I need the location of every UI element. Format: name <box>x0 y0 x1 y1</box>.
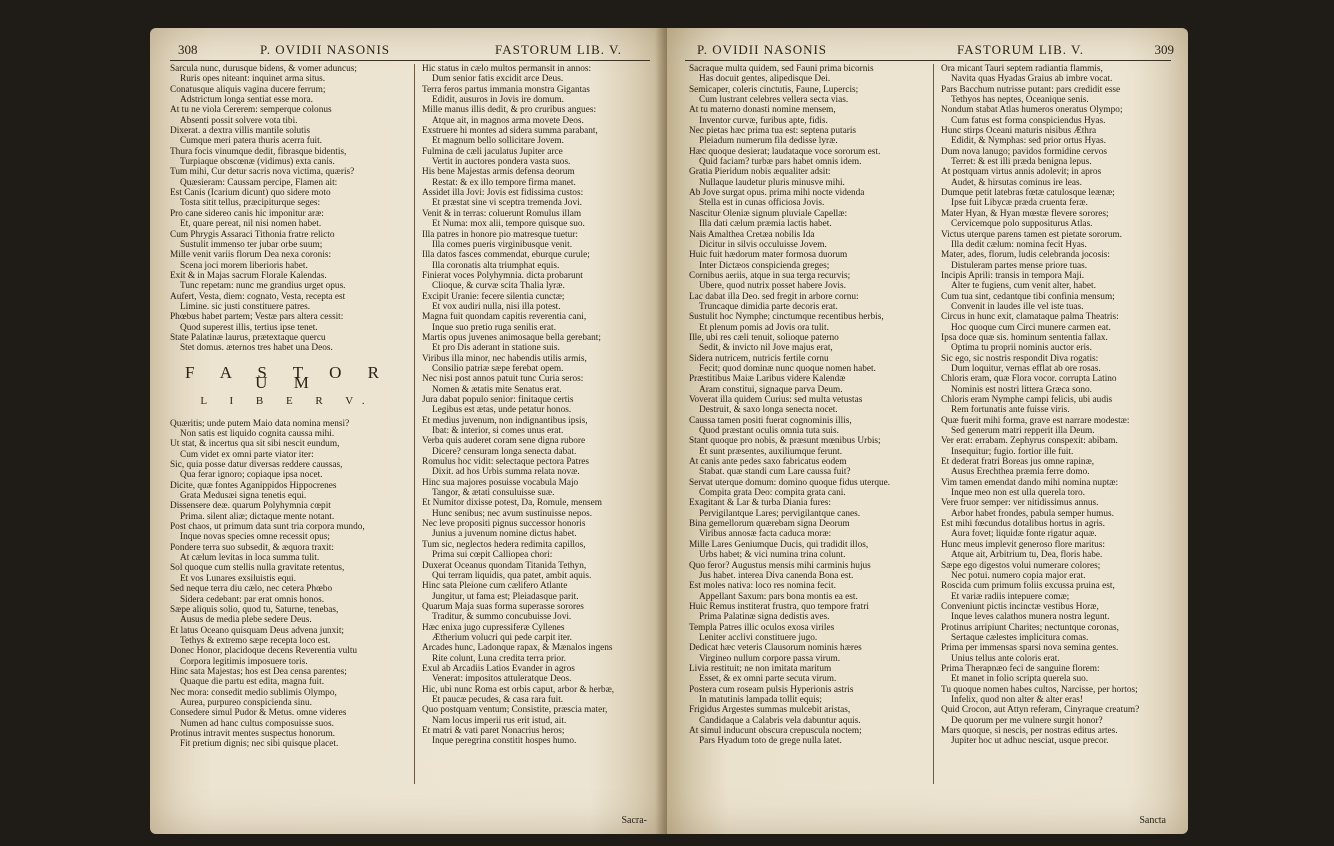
verse-line: Et, quare pereat, nil nisi nomen habet. <box>180 219 322 230</box>
verse-line: De quorum per me vulnere surgit honor? <box>951 715 1103 726</box>
verse-line: Limine. sic justi constituere patres. <box>180 301 311 312</box>
left-column-2 <box>422 64 657 824</box>
verse-line: Truncaque dimidia parte decoris erat. <box>699 301 838 312</box>
verse-line: Cumque meri patera thuris acerra fuit. <box>180 136 322 147</box>
verse-line: At tu materno donasti nomine mensem, <box>689 105 836 116</box>
verse-line: Martis opus juvenes animosaque bella gerebant; <box>422 332 601 343</box>
verse-line: At canis ante pedes saxo fabricatus eodem <box>689 457 847 468</box>
verse-line: Dum senior fatis excidit arce Deus. <box>432 74 564 85</box>
verse-line: Roscida cum primum foliis excussa pruina est, <box>941 581 1115 592</box>
verse-line: Semicaper, coleris cinctutis, Faune, Lupercis; <box>689 84 859 95</box>
verse-line: Frigidus Argestes summas mulcebit aristas, <box>689 705 851 716</box>
verse-line: Quaque die partu est edita, magna fuit. <box>180 677 325 688</box>
verse-line: Thura focis vinumque dedit, fibrasque bidentis, <box>170 146 347 157</box>
verse-line: Mars quoque, si nescis, per nostras editus artes. <box>941 726 1118 736</box>
verse-line: Restat: & ex illo tempore firma manet. <box>432 177 576 188</box>
verse-line: Excipit Uranie: fecere silentia cunctæ; <box>422 291 565 302</box>
verse-line: Donec Honor, placidoque decens Reverentia vultu <box>170 646 358 657</box>
verse-line: Inque peregrina constitit hospes humo. <box>432 736 577 747</box>
verse-line: Jus habet. interea Diva canenda Bona est. <box>699 570 854 581</box>
verse-line: Sustulit hoc Nymphe; cinctumque recentibus herbis, <box>689 312 884 323</box>
verse-line: Virgineo nullum corpore passa virum. <box>699 653 841 664</box>
verse-line: At tu ne viola Cererem: semperque colonus <box>170 105 332 116</box>
verse-line: Conveniunt pictis incinctæ vestibus Horæ, <box>941 601 1099 612</box>
verse-line: Exit & in Majas sacrum Florale Kalendas. <box>170 270 327 281</box>
header-rule <box>685 60 1171 61</box>
verse-line: Ruris opes niteant: inquinet arma situs. <box>180 74 326 85</box>
verse-line: Rem fortunatis ante fuisse viris. <box>951 405 1070 416</box>
verse-line: Pondere terra suo subsedit, & æquora traxit: <box>170 542 334 553</box>
verse-line: Viribus annosæ facta caduca moræ: <box>699 529 832 540</box>
verse-line: Duxerat Oceanus quondam Titanida Tethyn, <box>422 560 587 571</box>
verse-line: Cervicemque polo suppositurus Atlas. <box>951 219 1093 230</box>
verse-line: Vim tamen emendat dando mihi nomina nuptæ: <box>941 477 1119 488</box>
verse-line: Lac dabat illa Deo. sed fregit in arbore cornu: <box>689 291 859 302</box>
verse-line: Nec mora: consedit medio sublimis Olympo, <box>170 687 337 698</box>
verse-line: Phœbus habet partem; Vestæ pars altera cessit: <box>170 312 344 323</box>
verse-line: Grata Medusæi signa tenetis equi. <box>180 491 307 502</box>
verse-line: Sed generum matri repperit illa Deum. <box>951 426 1095 437</box>
verse-line: Nascitur Oleniæ signum pluviale Capellæ: <box>689 208 848 219</box>
verse-line: Aram constitui, signaque parva Deum. <box>699 384 843 395</box>
verse-block <box>941 64 1176 747</box>
verse-line: Viribus illa minor, nec habendis utilis armis, <box>422 353 587 364</box>
verse-line: Edidit, ausuros in Jovis ire domum. <box>432 95 564 106</box>
verse-line: Hinc sua majores posuisse vocabula Majo <box>422 477 579 488</box>
verse-line: Incipis Aprili: transis in tempora Maji. <box>941 270 1085 281</box>
verse-line: Tethyos has neptes, Oceanique senis. <box>951 95 1089 106</box>
verse-line: Hinc sata Pleione cum cælifero Atlante <box>422 581 568 592</box>
verse-line: Post chaos, ut primum data sunt tria corpora mundo, <box>170 522 365 533</box>
verse-line: Pleiadum numerum fila dedisse lyræ. <box>699 136 838 147</box>
verse-line: Dixerat. a dextra villis mantile solutis <box>170 126 310 137</box>
verse-line: Dum loquitur, vernas efflat ab ore rosas. <box>951 363 1101 374</box>
verse-line: Esset, & ex omni parte secuta virum. <box>699 674 837 685</box>
verse-line: Sedit, & invicto nil Jove majus erat, <box>699 343 833 354</box>
verse-line: Venerat: impositos attuleratque Deos. <box>432 674 572 685</box>
verse-line: Arbor habet frondes, pabula semper humus. <box>951 508 1114 519</box>
verse-line: Sæpe ego digestos volui numerare colores; <box>941 560 1101 571</box>
verse-line: His bene Majestas armis defensa deorum <box>422 167 575 178</box>
verse-line: Huic Remus institerat frustra, quo tempore fratri <box>689 601 869 612</box>
verse-line: Dicitur in silvis occuluisse Jovem. <box>699 239 827 250</box>
verse-line: Ausus Erechthea præmia ferre domo. <box>951 467 1090 478</box>
verse-line: Tu quoque nomen habes cultos, Narcisse, per hortos; <box>941 684 1138 695</box>
verse-line: Quarum Maja suas forma superasse sorores <box>422 601 584 612</box>
verse-line: Dixit. ad hos Urbis summa relata novæ. <box>432 467 580 478</box>
verse-line: Nec pietas hæc prima tua est: septena putaris <box>689 126 857 137</box>
verse-line: Victus uterque parens tamen est pietate sororum. <box>941 229 1122 240</box>
verse-line: Assidet illa Jovi: Jovis est fidissima custos: <box>422 188 584 199</box>
verse-line: Sidera nutricem, nutricis fertile cornu <box>689 353 829 364</box>
verse-line: Unius tellus ante coloris erat. <box>951 653 1060 664</box>
verse-line: Illa dati cælum præmia lactis habet. <box>699 219 832 230</box>
verse-line: Illa datos fasces commendat, eburque curule; <box>422 250 590 261</box>
verse-line: Legibus est ætas, unde petatur honos. <box>432 405 572 416</box>
page-number-right: 309 <box>1154 42 1174 57</box>
verse-line: Stet domus. æternos tres habet una Deos. <box>180 343 333 354</box>
running-head-left-right: FASTORUM LIB. V. <box>495 42 623 57</box>
verse-block <box>170 419 405 750</box>
verse-line: In matutinis lampada tollit equis; <box>699 694 822 705</box>
verse-line: Exagitant & Lar & turba Diania fures: <box>689 498 831 509</box>
verse-line: Nullaque laudetur pluris minusve mihi. <box>699 177 845 188</box>
catchword: Sacra- <box>621 815 647 826</box>
verse-line: Hunc senibus; nec avum sustinuisse nepos. <box>432 508 593 519</box>
verse-line: Et pro Dis aderant in statione suis. <box>432 343 560 354</box>
verse-line: Dedicat hæc veteris Clausorum nominis hæres <box>689 643 862 654</box>
verse-line: Illa patres in honore pio matresque tuetur: <box>422 229 578 240</box>
verse-line: Illa dedit cælum: nomina fecit Hyas. <box>951 239 1087 250</box>
verse-line: Tum sic, neglectos hedera redimita capillos, <box>422 539 586 550</box>
verse-line: Ut stat, & incertus qua sit sibi nescit eundum, <box>170 439 340 450</box>
verse-line: Et manet in folio scripta querela suo. <box>951 674 1089 685</box>
verse-line: Cum videt ex omni parte viator iter: <box>180 449 314 460</box>
verse-line: Arcades hunc, Ladonque rapax, & Mænalos ingens <box>422 643 613 654</box>
verse-line: Sertaque cælestes implicitura comas. <box>951 632 1089 643</box>
verse-line: Venit & in terras: coluerunt Romulus illam <box>422 208 582 219</box>
verse-line: Absenti possit solvere vota tibi. <box>180 115 298 126</box>
verse-line: Vertit in auctores pondera vasta suos. <box>432 157 571 168</box>
verse-line: Convenit in laudes ille vel iste tuas. <box>951 301 1084 312</box>
verse-line: Tum mihi, Cur detur sacris nova victima, quæris? <box>170 167 355 178</box>
verse-block <box>422 64 657 747</box>
verse-line: Hunc stirps Oceani maturis nisibus Æthra <box>941 126 1097 137</box>
verse-line: Jungitur, ut fama est; Pleiadasque parit. <box>432 591 579 602</box>
verse-line: At postquam virtus annis adolevit; in apros <box>941 167 1102 178</box>
verse-line: Qua ferar ignoro; copiaque ipsa nocet. <box>180 470 323 481</box>
verse-line: Prima per immensas sparsi nova semina gentes. <box>941 643 1119 654</box>
verse-line: Ausus de media plebe sedere Deus. <box>180 615 312 626</box>
verse-line: Et sunt præsentes, auxiliumque ferunt. <box>699 446 843 457</box>
verse-line: Dissensere deæ. quarum Polyhymnia cœpit <box>170 501 331 512</box>
verse-line: Quo feror? Augustus mensis mihi carminis hujus <box>689 560 871 571</box>
verse-line: Alter te fugiens, cum venit alter, habet. <box>951 281 1096 292</box>
verse-line: Quæritis; unde putem Maio data nomina mensi? <box>170 418 350 429</box>
verse-line: Ille, ubi res cæli tenuit, solioque paterno <box>689 332 839 343</box>
verse-line: Inque meo non est ulla querela toro. <box>951 488 1085 499</box>
verse-line: Compita grata Deo: compita grata cani. <box>699 488 846 499</box>
verse-line: Nondum stabat Atlas humeros oneratus Olympo; <box>941 105 1123 116</box>
verse-line: Dicite, quæ fontes Aganippidos Hippocrenes <box>170 480 337 491</box>
verse-line: Pars Bacchum nutrisse putant: pars credidit esse <box>941 84 1121 95</box>
verse-line: Illa comes pueris virginibusque venit. <box>432 239 573 250</box>
verse-line: Mater, ades, florum, ludis celebranda jocosis: <box>941 250 1110 261</box>
verse-line: Pervigilantque Lares; pervigilantque canes. <box>699 508 861 519</box>
verse-line: Pars Hyadum toto de grege nulla latet. <box>699 736 842 747</box>
verse-line: Clioque, & curvæ scita Thalia lyræ. <box>432 281 565 292</box>
verse-line: Destruit, & saxo longa senecta nocet. <box>699 405 838 416</box>
verse-line: Caussa tamen positi fuerat cognominis illis, <box>689 415 852 426</box>
verse-line: Sic ego, sic nostris respondit Diva rogatis: <box>941 353 1099 364</box>
verse-line: Est Canis (Icarium dicunt) quo sidere moto <box>170 188 331 199</box>
verse-line: Nais Amalthea Cretæa nobilis Ida <box>689 229 815 240</box>
verse-line: Sed neque terra diu cælo, nec cetera Phœbo <box>170 584 333 595</box>
verse-line: Terra feros partus immania monstra Gigantas <box>422 84 590 95</box>
verse-line: Quod superest illis, tertius ipse tenet. <box>180 322 318 333</box>
verse-line: Et Numitor dixisse potest, Da, Romule, mensem <box>422 498 602 509</box>
verse-line: Conatusque aliquis vagina ducere ferrum; <box>170 84 326 95</box>
verse-line: Ubere, quod nutrix posset habere Jovis. <box>699 281 846 292</box>
verse-line: Hic status in cælo multos permansit in annos: <box>422 64 592 74</box>
verse-line: Chloris eram, quæ Flora vocor. corrupta Latino <box>941 374 1117 385</box>
verse-line: Chloris eram Nymphe campi felicis, ubi audis <box>941 395 1113 405</box>
verse-line: Mater Hyan, & Hyan mœstæ flevere sorores; <box>941 208 1109 219</box>
verse-line: Turpiaque obscœnæ (vidimus) exta canis. <box>180 157 335 168</box>
verse-line: At simul inducunt obscura crepuscula noctem; <box>689 726 862 736</box>
verse-line: Quod præstant oculis omnia tuta suis. <box>699 426 839 437</box>
verse-line: Cum lustrant celebres vellera secta vias. <box>699 95 849 106</box>
verse-line: Dumque petit latebras fœtæ catulosque leænæ; <box>941 188 1115 199</box>
column-divider <box>933 64 934 784</box>
verse-line: Ipsa doce quæ sis. hominum sententia fallax. <box>941 332 1108 343</box>
verse-line: Et vos Lunares exsiluistis equi. <box>180 573 296 584</box>
verse-line: Et dederat fratri Boreas jus omne rapinæ, <box>941 457 1095 468</box>
verse-line: Bina gemellorum quærebam signa Deorum <box>689 519 850 530</box>
verse-line: Dum nova lanugo; pavidos formidine cervos <box>941 146 1108 157</box>
verse-line: Edidit, & Nymphas: sed prior ortus Hyas. <box>951 136 1106 147</box>
verse-line: Mille venit variis florum Dea nexa coronis: <box>170 250 332 261</box>
verse-line: Infelix, quod non alter & alter eras! <box>951 694 1083 705</box>
verse-line: Atque ait, in magnos arma movete Deos. <box>432 115 584 126</box>
verse-line: Gratia Pieridum nobis æqualiter adsit: <box>689 167 831 178</box>
verse-line: Prima. silent aliæ; dictaque mente notant. <box>180 511 335 522</box>
verse-line: Ver erat: errabam. Zephyrus conspexit: abibam. <box>941 436 1118 447</box>
verse-line: Ipse fuit Libycæ præda cruenta feræ. <box>951 198 1088 209</box>
verse-line: Qui terram liquidis, qua patet, ambit aquis. <box>432 570 592 581</box>
verse-line: Et variæ radiis intepuere comæ; <box>951 591 1070 602</box>
verse-line: Voverat illa quidem Curius: sed multa vetustas <box>689 395 863 405</box>
verse-line: Fulmina de cæli jaculatus Jupiter arce <box>422 146 563 157</box>
verse-line: Rite colunt, Luna credita terra prior. <box>432 653 566 664</box>
verse-line: Stella est in cunas officiosa Jovis. <box>699 198 825 209</box>
verse-block <box>170 64 405 354</box>
verse-line: Vere fruor semper: ver nitidissimus annus. <box>941 498 1099 509</box>
verse-line: Optima tu proprii nominis auctor eris. <box>951 343 1092 354</box>
verse-line: Nec nisi post annos patuit tunc Curia seros: <box>422 374 584 385</box>
verse-line: Est mihi fœcundus dotalibus hortus in agris. <box>941 519 1105 530</box>
verse-line: Cum fatus est forma conspiciendus Hyas. <box>951 115 1106 126</box>
verse-line: Protinus arripiunt Charites; nectuntque coronas, <box>941 622 1119 633</box>
verse-line: Est moles nativa: loco res nomina fecit. <box>689 581 836 592</box>
verse-line: Stabat. quæ standi cum Lare caussa fuit? <box>699 467 851 478</box>
verse-line: Jura dabat populo senior: finitaque certis <box>422 395 574 405</box>
verse-line: Ab Jove surgat opus. prima mihi nocte videnda <box>689 188 865 199</box>
verse-line: Atque ait, Arbitrium tu, Dea, floris habe. <box>951 550 1103 561</box>
verse-line: Corpora legitimis imposuere toris. <box>180 656 308 667</box>
verse-line: Hæc enixa jugo cupressiferæ Cyllenes <box>422 622 565 633</box>
verse-line: Leniter acclivi constituere jugo. <box>699 632 818 643</box>
verse-line: Aufert, Vesta, diem: cognato, Vesta, recepta est <box>170 291 346 302</box>
verse-line: Junius a juvenum nomine dictus habet. <box>432 529 577 540</box>
verse-line: Tosta sitit tellus, præcipiturque seges: <box>180 198 321 209</box>
verse-line: Prima Therapnæo feci de sanguine florem: <box>941 663 1100 674</box>
verse-line: Sidera cedebant: par erat omnis honos. <box>180 594 325 605</box>
verse-line: Et plenum pomis ad Jovis ora tulit. <box>699 322 829 333</box>
verse-line: Et præstat sine vi sceptra tremenda Jovi. <box>432 198 583 209</box>
verse-line: Magna fuit quondam capitis reverentia cani, <box>422 312 587 323</box>
verse-line: Et Numa: mox alii, tempore quisque suo. <box>432 219 585 230</box>
verse-line: Sæpe aliquis solio, quod tu, Saturne, tenebas, <box>170 604 339 615</box>
verse-line: Et vox audiri nulla, nisi illa potest. <box>432 301 561 312</box>
verse-line: Stant quoque pro nobis, & præsunt mœnibus Urbis; <box>689 436 881 447</box>
verse-line: Consilio patriæ sæpe ferebat opem. <box>432 363 564 374</box>
verse-line: Et paucæ pecudes, & casa rara fuit. <box>432 694 564 705</box>
verse-line: Non satis est liquido cognita caussa mihi. <box>180 429 335 439</box>
verse-line: Scena joci morem liberioris habet. <box>180 260 308 271</box>
verse-line: Mille Lares Geniumque Ducis, qui tradidit illos, <box>689 539 869 550</box>
verse-line: Ætherium volucri qui pede carpit iter. <box>432 632 572 643</box>
verse-line: Traditur, & summo concubuisse Jovi. <box>432 612 572 623</box>
verse-line: Quæsieram: Caussam percipe, Flamen ait: <box>180 177 338 188</box>
verse-line: Cum Phrygis Assaraci Tithonia fratre relicto <box>170 229 335 240</box>
verse-line: Servat uterque domum: domino quoque fidus uterque. <box>689 477 891 488</box>
verse-line: Nominis est nostri littera Græca sono. <box>951 384 1092 395</box>
verse-line: Inque novas species omne recessit opus; <box>180 532 331 543</box>
verse-line: Templa Patres illic oculos exosa viriles <box>689 622 835 633</box>
verse-line: Prima sui cœpit Calliopea chori: <box>432 550 553 561</box>
verse-line: Candidaque a Calabris vela dabuntur aquis. <box>699 715 861 726</box>
running-head-right-left: P. OVIDII NASONIS <box>697 42 828 57</box>
verse-line: Nomen & ætatis mite Senatus erat. <box>432 384 562 395</box>
page-number-left: 308 <box>178 42 198 57</box>
verse-line: Insequitur; fugio. fortior ille fuit. <box>951 446 1074 457</box>
verse-line: Navita quas Hyadas Graius ab imbre vocat. <box>951 74 1113 85</box>
running-head-right: FASTORUM LIB. V. <box>957 42 1085 57</box>
book-title: F A S T O R U M <box>185 362 390 392</box>
verse-line: Numen ad hanc cultus composuisse suos. <box>180 718 334 729</box>
right-column-2 <box>941 64 1176 824</box>
left-page <box>150 28 667 834</box>
verse-line: Quid faciam? turbæ pars habet omnis idem. <box>699 157 862 168</box>
right-page <box>667 28 1188 834</box>
verse-line: Pro cane sidereo canis hic imponitur aræ: <box>170 208 324 219</box>
verse-line: Sustulit immenso ter jubar orbe suum; <box>180 239 323 250</box>
running-head-left: P. OVIDII NASONIS <box>260 42 391 57</box>
verse-line: Prima Palatinæ signa dedistis aves. <box>699 612 830 623</box>
verse-line: Tunc repetam: nunc me grandius urget opus. <box>180 281 346 292</box>
verse-line: Exstruere hi montes ad sidera summa parabant, <box>422 126 598 137</box>
verse-block <box>689 64 924 747</box>
verse-line: Distuleram partes mense priore tuas. <box>951 260 1088 271</box>
verse-line: Exul ab Arcadiis Latios Evander in agros <box>422 663 575 674</box>
verse-line: Inventor curvæ, furibus apte, fidis. <box>699 115 828 126</box>
verse-line: Protinus intravit mentes suspectus honorum. <box>170 728 336 739</box>
verse-line: Quæ fuerit mihi forma, grave est narrare modestæ: <box>941 415 1130 426</box>
verse-line: Huic fuit hædorum mater formosa duorum <box>689 250 848 261</box>
verse-line: Consedere simul Pudor & Metus. omne videres <box>170 708 347 719</box>
verse-line: Circus in hunc exit, clamataque palma Theatris: <box>941 312 1119 323</box>
verse-line: Fit pretium dignis; nec sibi quisque placet. <box>180 739 339 750</box>
verse-line: Et latus Oceano quisquam Deus advena junxit; <box>170 625 345 636</box>
verse-line: Nam locus imperii rus erit istud, ait. <box>432 715 567 726</box>
verse-line: Dicere? censuram longa senecta dabat. <box>432 446 577 457</box>
verse-line: Tangor, & ætati consuluisse suæ. <box>432 488 555 499</box>
verse-line: Adstrictum longa sentiat esse mora. <box>180 95 313 106</box>
verse-line: Postera cum roseam pulsis Hyperionis astris <box>689 684 854 695</box>
verse-line: Audet, & hirsutas cominus ire leas. <box>951 177 1082 188</box>
verse-line: Hunc meus implevit generoso flore maritus: <box>941 539 1105 550</box>
verse-line: State Palatinæ laurus, prætextaque quercu <box>170 332 326 343</box>
verse-line: Illa coronatis alta triumphat equis. <box>432 260 560 271</box>
catchword: Sancta <box>1139 815 1166 826</box>
book-subtitle: L I B E R V. <box>200 395 375 408</box>
verse-line: Et matri & vati paret Nonacrius heros; <box>422 726 565 736</box>
right-column-1 <box>689 64 924 824</box>
column-divider <box>414 64 415 784</box>
verse-line: Tethys & extremo sæpe recepta loco est. <box>180 635 331 646</box>
verse-line: Cum tua sint, cedantque tibi confinia mensum; <box>941 291 1115 302</box>
verse-line: Hinc sata Majestas; hos est Dea censa parentes; <box>170 666 347 677</box>
verse-line: Præstitibus Maiæ Laribus videre Kalendæ <box>689 374 846 385</box>
verse-line: Hoc quoque cum Circi munere carmen eat. <box>951 322 1111 333</box>
verse-line: Inque leves calathos munera nostra legunt. <box>951 612 1110 623</box>
verse-line: Hic, ubi nunc Roma est orbis caput, arbor & herbæ, <box>422 684 615 695</box>
verse-line: At cælum levitas in loca summa tulit. <box>180 553 320 564</box>
verse-line: Sic, quia posse datur diversas reddere caussas, <box>170 460 343 471</box>
verse-line: Romulus hoc vidit: selectaque pectora Patres <box>422 457 590 468</box>
verse-line: Sol quoque cum stellis nulla gravitate retentus, <box>170 563 345 574</box>
verse-line: Sarcula nunc, durusque bidens, & vomer aduncus; <box>170 64 357 74</box>
verse-line: Hæc quoque desierat; laudataque voce sororum est. <box>689 146 881 157</box>
verse-line: Aurea, purpureo conspicienda sinu. <box>180 697 312 708</box>
verse-line: Jupiter hoc ut adhuc nesciat, usque precor. <box>951 736 1109 747</box>
verse-line: Aura fovet; liquidæ fonte rigatur aquæ. <box>951 529 1097 540</box>
left-column-1 <box>170 64 405 824</box>
verse-line: Nec potui. numero copia major erat. <box>951 570 1086 581</box>
verse-line: Ibat: & interior, si comes unus erat. <box>432 426 564 437</box>
verse-line: Quid Crocon, aut Attyn referam, Cinyraque creatum? <box>941 705 1140 716</box>
verse-line: Mille manus illis dedit, & pro cruribus angues: <box>422 105 597 116</box>
verse-line: Et magnum bello sollicitare Jovem. <box>432 136 564 147</box>
verse-line: Nec leve propositi pignus successor honoris <box>422 519 586 530</box>
verse-line: Verba quis auderet coram sene digna rubore <box>422 436 586 447</box>
verse-line: Appellant Saxum: pars bona montis ea est. <box>699 591 858 602</box>
verse-line: Terret: & est illi præda benigna lepus. <box>951 157 1092 168</box>
verse-line: Quo postquam ventum; Consistite, præscia mater, <box>422 705 608 716</box>
header-rule <box>170 60 650 61</box>
verse-line: Sacraque multa quidem, sed Fauni prima bicornis <box>689 64 874 74</box>
verse-line: Fecit; quod dominæ nunc quoque nomen habet. <box>699 363 876 374</box>
verse-line: Has docuit gentes, alipedisque Dei. <box>699 74 831 85</box>
verse-line: Et medius juvenum, non indignantibus ipsis, <box>422 415 588 426</box>
verse-line: Inque suo pretio ruga senilis erat. <box>432 322 556 333</box>
verse-line: Inter Dictæos conspicienda greges; <box>699 260 830 271</box>
verse-line: Urbs habet; & vici numina trina colunt. <box>699 550 846 561</box>
verse-line: Cornibus aeriis, atque in sua terga recurvis; <box>689 270 851 281</box>
verse-line: Ora micant Tauri septem radiantia flammis, <box>941 64 1103 74</box>
verse-line: Finierat voces Polyhymnia. dicta probarunt <box>422 270 583 281</box>
verse-line: Livia restituit; ne non imitata maritum <box>689 663 832 674</box>
